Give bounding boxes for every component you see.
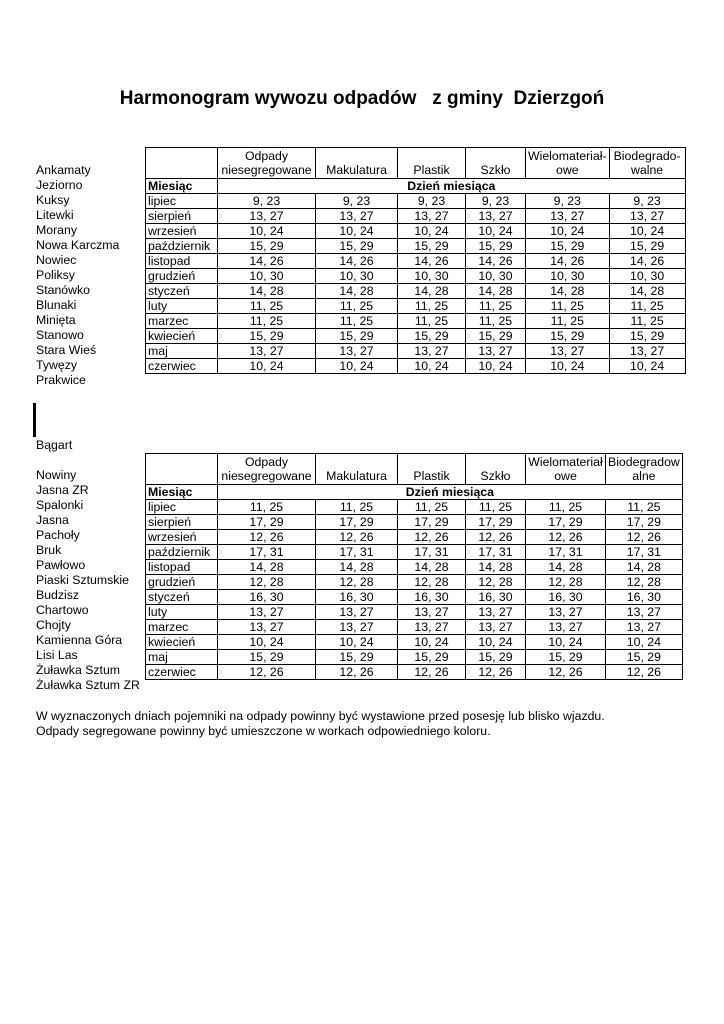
table-row	[146, 314, 686, 329]
village-name: Spalonki	[36, 498, 84, 512]
day-cell: 13, 27	[218, 209, 316, 224]
table-row	[146, 530, 683, 545]
day-cell: 10, 30	[218, 269, 316, 284]
day-cell: 15, 29	[316, 650, 398, 665]
day-cell: 15, 29	[218, 650, 316, 665]
month-cell: wrzesień	[146, 224, 218, 239]
day-cell: 11, 25	[466, 299, 526, 314]
text-cursor-marker	[33, 403, 36, 437]
day-cell: 11, 25	[316, 500, 398, 515]
month-cell: sierpień	[146, 515, 218, 530]
village-name: Piaski Sztumskie	[36, 573, 129, 587]
day-cell: 15, 29	[526, 239, 610, 254]
day-cell: 15, 29	[398, 650, 466, 665]
day-cell: 15, 29	[398, 239, 466, 254]
day-cell: 9, 23	[316, 194, 398, 209]
day-cell: 13, 27	[398, 209, 466, 224]
day-cell: 10, 24	[526, 359, 610, 374]
table-header-row	[146, 454, 683, 485]
note-line: Odpady segregowane powinny być umieszczone w workach odpowiedniego koloru.	[36, 724, 491, 738]
day-cell: 10, 24	[466, 224, 526, 239]
column-header: Odpady niesegregowane	[218, 454, 316, 485]
day-cell: 10, 24	[316, 224, 398, 239]
table-row	[146, 329, 686, 344]
column-header: Szkło	[466, 454, 526, 485]
day-cell: 12, 28	[466, 575, 526, 590]
day-cell: 10, 30	[316, 269, 398, 284]
day-cell: 10, 24	[218, 359, 316, 374]
header-empty-cell	[146, 148, 218, 179]
month-cell: kwiecień	[146, 329, 218, 344]
day-cell: 10, 24	[316, 359, 398, 374]
table-subheader-row	[146, 485, 683, 500]
day-cell: 11, 25	[316, 314, 398, 329]
table-row	[146, 605, 683, 620]
day-column-label: Dzień miesiąca	[218, 179, 686, 194]
column-header: Makulatura	[316, 454, 398, 485]
month-cell: sierpień	[146, 209, 218, 224]
village-name: Stanówko	[36, 283, 91, 297]
day-cell: 16, 30	[466, 590, 526, 605]
day-cell: 17, 29	[398, 515, 466, 530]
table-header-row	[146, 148, 686, 179]
table-row	[146, 665, 683, 680]
day-cell: 12, 26	[316, 665, 398, 680]
day-cell: 14, 26	[218, 254, 316, 269]
month-cell: wrzesień	[146, 530, 218, 545]
day-cell: 12, 26	[526, 665, 606, 680]
day-cell: 13, 27	[526, 344, 610, 359]
day-cell: 11, 25	[526, 500, 606, 515]
day-cell: 13, 27	[466, 344, 526, 359]
day-cell: 14, 28	[526, 284, 610, 299]
column-header: Szkło	[466, 148, 526, 179]
table-row	[146, 635, 683, 650]
day-cell: 11, 25	[609, 299, 685, 314]
month-cell: maj	[146, 650, 218, 665]
day-cell: 13, 27	[526, 209, 610, 224]
table-row	[146, 224, 686, 239]
day-cell: 12, 26	[398, 665, 466, 680]
village-name: Bruk	[36, 543, 62, 557]
day-cell: 14, 26	[609, 254, 685, 269]
day-cell: 15, 29	[606, 650, 683, 665]
day-cell: 10, 24	[316, 635, 398, 650]
village-name: Prakwice	[36, 373, 86, 387]
day-cell: 15, 29	[609, 329, 685, 344]
day-cell: 10, 24	[466, 359, 526, 374]
month-cell: październik	[146, 239, 218, 254]
day-cell: 9, 23	[526, 194, 610, 209]
month-cell: październik	[146, 545, 218, 560]
day-cell: 13, 27	[466, 209, 526, 224]
village-name: Ankamaty	[36, 163, 91, 177]
day-cell: 14, 28	[606, 560, 683, 575]
village-name: Kuksy	[36, 193, 70, 207]
day-cell: 13, 27	[606, 620, 683, 635]
day-cell: 15, 29	[609, 239, 685, 254]
day-cell: 11, 25	[398, 500, 466, 515]
day-cell: 13, 27	[398, 344, 466, 359]
village-name: Nowiec	[36, 253, 77, 267]
column-header: Wielomateriał-owe	[526, 148, 610, 179]
day-cell: 13, 27	[316, 620, 398, 635]
village-name: Tywęzy	[36, 358, 77, 372]
day-cell: 12, 26	[606, 530, 683, 545]
table-row	[146, 515, 683, 530]
month-cell: styczeń	[146, 590, 218, 605]
month-column-label: Miesiąc	[146, 485, 218, 500]
village-name: Chartowo	[36, 603, 89, 617]
village-name: Stanowo	[36, 328, 84, 342]
village-name: Pachoły	[36, 528, 80, 542]
village-name: Żuławka Sztum	[36, 663, 121, 677]
table-row	[146, 209, 686, 224]
village-name: Nowiny	[36, 468, 77, 482]
day-cell: 14, 26	[466, 254, 526, 269]
day-cell: 10, 24	[218, 224, 316, 239]
day-cell: 16, 30	[606, 590, 683, 605]
schedule-table-1	[145, 147, 686, 374]
header-empty-cell	[146, 454, 218, 485]
day-cell: 15, 29	[466, 650, 526, 665]
day-cell: 17, 31	[218, 545, 316, 560]
day-cell: 10, 30	[466, 269, 526, 284]
day-cell: 10, 24	[466, 635, 526, 650]
village-list-2	[36, 438, 140, 693]
village-name	[36, 453, 140, 468]
day-cell: 12, 26	[316, 530, 398, 545]
village-name: Chojty	[36, 618, 71, 632]
month-cell: marzec	[146, 314, 218, 329]
day-cell: 15, 29	[316, 239, 398, 254]
table-row	[146, 359, 686, 374]
day-cell: 10, 24	[609, 224, 685, 239]
day-cell: 14, 28	[316, 284, 398, 299]
day-cell: 15, 29	[316, 329, 398, 344]
village-name: Poliksy	[36, 268, 75, 282]
column-header: Biodegradow alne	[606, 454, 683, 485]
table-row	[146, 239, 686, 254]
day-cell: 12, 26	[466, 665, 526, 680]
month-cell: kwiecień	[146, 635, 218, 650]
village-name: Żuławka Sztum ZR	[36, 678, 140, 692]
village-name: Lisi Las	[36, 648, 78, 662]
day-cell: 17, 29	[606, 515, 683, 530]
day-cell: 10, 24	[606, 635, 683, 650]
day-cell: 13, 27	[316, 209, 398, 224]
village-name: Minięta	[36, 313, 76, 327]
table-row	[146, 254, 686, 269]
day-cell: 14, 28	[609, 284, 685, 299]
table-row	[146, 650, 683, 665]
day-cell: 9, 23	[398, 194, 466, 209]
month-cell: lipiec	[146, 194, 218, 209]
day-cell: 10, 24	[218, 635, 316, 650]
village-name: Stara Wieś	[36, 343, 97, 357]
day-cell: 15, 29	[218, 329, 316, 344]
day-cell: 13, 27	[526, 620, 606, 635]
table-row	[146, 344, 686, 359]
village-name: Jeziorno	[36, 178, 83, 192]
day-cell: 13, 27	[218, 344, 316, 359]
day-cell: 16, 30	[218, 590, 316, 605]
column-header: Plastik	[398, 148, 466, 179]
schedule-table-2	[145, 453, 683, 680]
day-cell: 14, 28	[398, 284, 466, 299]
table-row	[146, 269, 686, 284]
village-list-1	[36, 163, 119, 388]
day-cell: 13, 27	[316, 605, 398, 620]
table-row	[146, 590, 683, 605]
village-name: Bągart	[36, 438, 73, 452]
month-cell: maj	[146, 344, 218, 359]
table-row	[146, 284, 686, 299]
day-cell: 10, 24	[609, 359, 685, 374]
month-cell: lipiec	[146, 500, 218, 515]
day-cell: 10, 24	[398, 359, 466, 374]
village-name: Blunaki	[36, 298, 77, 312]
day-cell: 11, 25	[316, 299, 398, 314]
day-cell: 10, 24	[526, 224, 610, 239]
table-row	[146, 575, 683, 590]
day-cell: 14, 28	[218, 284, 316, 299]
day-cell: 13, 27	[398, 620, 466, 635]
day-cell: 14, 28	[316, 560, 398, 575]
day-cell: 17, 29	[466, 515, 526, 530]
month-cell: listopad	[146, 560, 218, 575]
village-name: Litewki	[36, 208, 74, 222]
day-cell: 16, 30	[316, 590, 398, 605]
village-name: Morany	[36, 223, 78, 237]
day-cell: 13, 27	[609, 209, 685, 224]
day-cell: 10, 24	[398, 635, 466, 650]
month-cell: czerwiec	[146, 359, 218, 374]
day-cell: 17, 31	[606, 545, 683, 560]
day-cell: 13, 27	[218, 620, 316, 635]
village-name: Budzisz	[36, 588, 80, 602]
day-cell: 11, 25	[466, 500, 526, 515]
column-header: Plastik	[398, 454, 466, 485]
day-cell: 14, 26	[526, 254, 610, 269]
village-name: Pawłowo	[36, 558, 86, 572]
day-cell: 12, 28	[606, 575, 683, 590]
column-header: Makulatura	[316, 148, 398, 179]
day-cell: 13, 27	[606, 605, 683, 620]
day-cell: 12, 28	[398, 575, 466, 590]
day-cell: 17, 29	[316, 515, 398, 530]
month-cell: listopad	[146, 254, 218, 269]
day-cell: 10, 24	[526, 635, 606, 650]
village-name: Jasna ZR	[36, 483, 89, 497]
day-cell: 11, 25	[526, 314, 610, 329]
day-cell: 13, 27	[218, 605, 316, 620]
day-cell: 14, 28	[398, 560, 466, 575]
day-cell: 10, 30	[526, 269, 610, 284]
day-cell: 17, 29	[218, 515, 316, 530]
day-cell: 11, 25	[398, 314, 466, 329]
page-title: Harmonogram wywozu odpadów z gminy Dzierzgoń	[119, 88, 605, 109]
table-row	[146, 299, 686, 314]
day-cell: 11, 25	[606, 500, 683, 515]
day-cell: 17, 31	[398, 545, 466, 560]
day-cell: 15, 29	[218, 239, 316, 254]
column-header: Wielomateriał owe	[526, 454, 606, 485]
day-cell: 11, 25	[526, 299, 610, 314]
day-cell: 10, 24	[398, 224, 466, 239]
day-cell: 9, 23	[466, 194, 526, 209]
day-cell: 17, 29	[526, 515, 606, 530]
table-row	[146, 620, 683, 635]
day-cell: 12, 26	[466, 530, 526, 545]
village-name: Kamienna Góra	[36, 633, 123, 647]
table-subheader-row	[146, 179, 686, 194]
day-cell: 11, 25	[466, 314, 526, 329]
day-cell: 12, 26	[218, 665, 316, 680]
month-cell: styczeń	[146, 284, 218, 299]
table-row	[146, 545, 683, 560]
day-cell: 12, 26	[218, 530, 316, 545]
month-cell: grudzień	[146, 269, 218, 284]
day-cell: 12, 26	[526, 530, 606, 545]
month-cell: czerwiec	[146, 665, 218, 680]
day-cell: 15, 29	[398, 329, 466, 344]
day-cell: 17, 31	[316, 545, 398, 560]
day-cell: 11, 25	[218, 314, 316, 329]
day-cell: 17, 31	[526, 545, 606, 560]
day-cell: 15, 29	[466, 239, 526, 254]
note-line: W wyznaczonych dniach pojemniki na odpady powinny być wystawione przed posesję lub blisko wjazdu.	[36, 709, 605, 723]
day-cell: 12, 28	[526, 575, 606, 590]
table-row	[146, 194, 686, 209]
column-header: Biodegrado-walne	[609, 148, 685, 179]
day-cell: 15, 29	[526, 650, 606, 665]
day-cell: 9, 23	[218, 194, 316, 209]
column-header: Odpady niesegregowane	[218, 148, 316, 179]
notes	[36, 709, 605, 739]
table-row	[146, 500, 683, 515]
day-cell: 13, 27	[466, 620, 526, 635]
day-cell: 12, 28	[316, 575, 398, 590]
day-cell: 14, 28	[466, 284, 526, 299]
day-cell: 14, 28	[466, 560, 526, 575]
day-column-label: Dzień miesiąca	[218, 485, 683, 500]
day-cell: 9, 23	[609, 194, 685, 209]
day-cell: 12, 26	[398, 530, 466, 545]
month-column-label: Miesiąc	[146, 179, 218, 194]
day-cell: 15, 29	[466, 329, 526, 344]
day-cell: 13, 27	[609, 344, 685, 359]
day-cell: 14, 26	[316, 254, 398, 269]
day-cell: 16, 30	[398, 590, 466, 605]
month-cell: marzec	[146, 620, 218, 635]
village-name: Nowa Karczma	[36, 238, 120, 252]
day-cell: 14, 28	[526, 560, 606, 575]
day-cell: 11, 25	[218, 500, 316, 515]
day-cell: 10, 30	[398, 269, 466, 284]
day-cell: 15, 29	[526, 329, 610, 344]
day-cell: 14, 28	[218, 560, 316, 575]
village-name: Jasna	[36, 513, 69, 527]
day-cell: 10, 30	[609, 269, 685, 284]
day-cell: 11, 25	[609, 314, 685, 329]
month-cell: luty	[146, 299, 218, 314]
table-row	[146, 560, 683, 575]
day-cell: 13, 27	[526, 605, 606, 620]
day-cell: 13, 27	[466, 605, 526, 620]
day-cell: 17, 31	[466, 545, 526, 560]
day-cell: 12, 28	[218, 575, 316, 590]
day-cell: 13, 27	[398, 605, 466, 620]
day-cell: 11, 25	[398, 299, 466, 314]
month-cell: luty	[146, 605, 218, 620]
day-cell: 16, 30	[526, 590, 606, 605]
day-cell: 11, 25	[218, 299, 316, 314]
month-cell: grudzień	[146, 575, 218, 590]
day-cell: 12, 26	[606, 665, 683, 680]
day-cell: 13, 27	[316, 344, 398, 359]
day-cell: 14, 26	[398, 254, 466, 269]
